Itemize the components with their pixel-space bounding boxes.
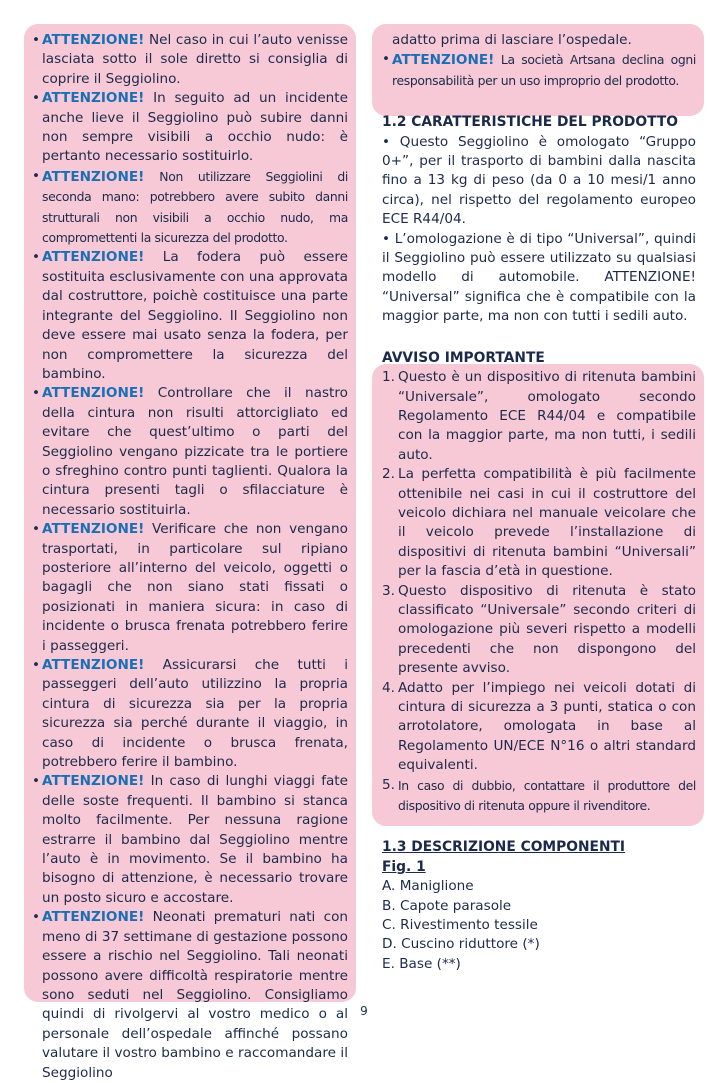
bullet: •	[32, 32, 41, 48]
warning-item	[32, 31, 348, 89]
component-item: E. Base (**)	[382, 955, 461, 972]
component-item: A. Maniglione	[382, 878, 474, 895]
component-item: B. Capote parasole	[382, 897, 512, 914]
notice-text: In caso di dubbio, contattare il produttore del dispositivo di ritenuta oppure il rivenditore.	[398, 777, 696, 814]
notice-item	[382, 368, 696, 465]
warning-label: ATTENZIONE!	[42, 249, 145, 266]
warning-label: ATTENZIONE!	[392, 52, 495, 69]
warning-text: Controllare che il nastro della cintura non risulti attorcigliato ed evitare che quest’ultimo o parti del Seggiolino vengano pizzicate tra le portiere o sfreghino contro punti taglienti. Qualora la cintura presenti tagli o sfilacciature è necessario sostituirla.	[42, 385, 348, 518]
warning-text: In seguito ad un incidente anche lieve il Seggiolino può subire danni non sempre visibili a occhio nudo: è pertanto necessario sostituirlo.	[42, 90, 348, 165]
notice-text: Adatto per l’impiego nei veicoli dotati di cintura di sicurezza a 3 punti, statica o con arrotolatore, omologata in base al Regolamento UN/ECE N°16 o altri standard equivalenti.	[398, 679, 696, 774]
warning-item	[32, 89, 348, 167]
warning-text: In caso di lunghi viaggi fate delle soste frequenti. Il bambino si stanca molto facilmente. Per nessuna ragione estrarre il bambino dal Seggiolino mentre l’auto è in movimento. Se il bambino ha bisogno di attenzione, è necessario trovare un posto sicuro e accostare.	[42, 773, 348, 906]
warning-item	[382, 50, 696, 91]
bullet: •	[32, 385, 41, 402]
component-item: D. Cuscino riduttore (*)	[382, 936, 540, 953]
left-column	[32, 31, 348, 1083]
notice-number: 5.	[382, 776, 395, 793]
warning-label: ATTENZIONE!	[42, 32, 145, 48]
bullet: •	[32, 249, 41, 266]
notice-number: 3.	[382, 582, 395, 599]
continuation-text: adatto prima di lasciare l’ospedale.	[392, 32, 632, 48]
bullet: •	[32, 521, 41, 538]
notice-item	[382, 776, 696, 817]
notice-text: Questo è un dispositivo di ritenuta bambini “Universale”, omologato secondo Regolamento ECE R44/04 e compatibile con la maggior parte, ma non tutti, i sedili auto.	[398, 369, 696, 463]
warning-label: ATTENZIONE!	[42, 521, 145, 538]
warning-text: Non utilizzare Seggiolini di seconda mano: potrebbero avere subito danni strutturali non visibili a occhio nudo, ma compromettenti la sicurezza del prodotto.	[42, 168, 348, 246]
warning-item	[32, 248, 348, 384]
bullet: •	[32, 909, 41, 926]
page-number: 9	[360, 1004, 368, 1018]
notice-number: 4.	[382, 679, 395, 696]
warning-text: La fodera può essere sostituita esclusivamente con una approvata dal costruttore, poichè costituisce una parte integrante del Seggiolino. Il Seggiolino non deve essere mai usato senza la fodera, per non compromettere la sicurezza del bambino.	[42, 249, 348, 382]
notice-item	[382, 465, 696, 581]
warning-text: Nel caso in cui l’auto venisse lasciata sotto il sole diretto si consiglia di coprire il Seggiolino.	[42, 32, 348, 87]
warning-label: ATTENZIONE!	[42, 657, 145, 673]
warning-item	[32, 520, 348, 656]
characteristics-paragraph: • Questo Seggiolino è omologato “Gruppo 0+”, per il trasporto di bambini dalla nascita fino a 13 kg di peso (da 0 a 10 mesi/1 anno circa), nel rispetto del regolamento europeo ECE R44/04.	[382, 133, 696, 228]
warning-label: ATTENZIONE!	[42, 909, 145, 926]
figure-label: Fig. 1	[382, 858, 426, 875]
bullet: •	[32, 773, 41, 790]
bullet: •	[32, 167, 41, 184]
component-item: C. Rivestimento tessile	[382, 917, 538, 934]
characteristics-paragraph: • L’omologazione è di tipo “Universal”, quindi il Seggiolino può essere utilizzato su qualsiasi modello di automobile. ATTENZIONE! “Universal” significa che è compatibile con la maggior parte, ma non con tutti i sedili auto.	[382, 230, 696, 325]
warning-label: ATTENZIONE!	[42, 90, 145, 107]
bullet: •	[382, 51, 391, 68]
section-heading-characteristics: 1.2 CARATTERISTICHE DEL PRODOTTO	[382, 114, 678, 131]
warning-text: Neonati prematuri nati con meno di 37 settimane di gestazione possono essere a rischio nel Seggiolino. Tali neonati possono avere difficoltà respiratorie mentre sono seduti nel Seggiolino. Consigliamo quindi di rivolgervi al vostro medico o al personale dell’ospedale affinché possano valutare il vostro bambino e raccomandare il Seggiolino	[42, 909, 348, 1081]
notice-number: 2.	[382, 466, 395, 483]
notice-item	[382, 582, 696, 679]
section-heading-components: 1.3 DESCRIZIONE COMPONENTI	[382, 839, 626, 856]
warning-text: Verificare che non vengano trasportati, in particolare sul ripiano posteriore all’interno del veicolo, oggetti o bagagli che non siano stati fissati o posizionati in maniera sicura: in caso di incidente o brusca frenata potrebbero ferire i passeggeri.	[42, 521, 348, 654]
warning-item	[32, 908, 348, 1083]
notice-text: Questo dispositivo di ritenuta è stato classificato “Universale” secondo criteri di omologazione più severi rispetto a modelli precedenti che non dispongono del presente avviso.	[398, 582, 696, 677]
section-heading-important-notice: AVVISO IMPORTANTE	[382, 349, 545, 366]
warning-text: Assicurarsi che tutti i passeggeri dell’auto utilizzino la propria cintura di sicurezza sia per la propria sicurezza sia perché durante il viaggio, in caso di incidente o brusca frenata, potrebbero ferire il bambino.	[42, 657, 348, 771]
right-column	[382, 31, 696, 974]
warning-text: La società Artsana declina ogni responsabilità per un uso improprio del prodotto.	[392, 52, 696, 88]
warning-label: ATTENZIONE!	[42, 168, 145, 185]
warning-label: ATTENZIONE!	[42, 773, 145, 790]
warning-label: ATTENZIONE!	[42, 385, 145, 402]
warning-item	[32, 772, 348, 908]
bullet: •	[32, 90, 41, 107]
warning-item	[32, 167, 348, 249]
bullet: •	[32, 657, 41, 673]
notice-text: La perfetta compatibilità è più facilmente ottenibile nei casi in cui il costruttore del veicolo dichiara nel manuale veicolare che il veicolo prevede l’installazione di dispositivi di ritenuta bambini “Universali” per la fascia d’età in questione.	[398, 466, 696, 580]
warning-item	[32, 656, 348, 772]
notice-number: 1.	[382, 369, 395, 386]
notice-item	[382, 679, 696, 776]
warning-item	[32, 384, 348, 520]
